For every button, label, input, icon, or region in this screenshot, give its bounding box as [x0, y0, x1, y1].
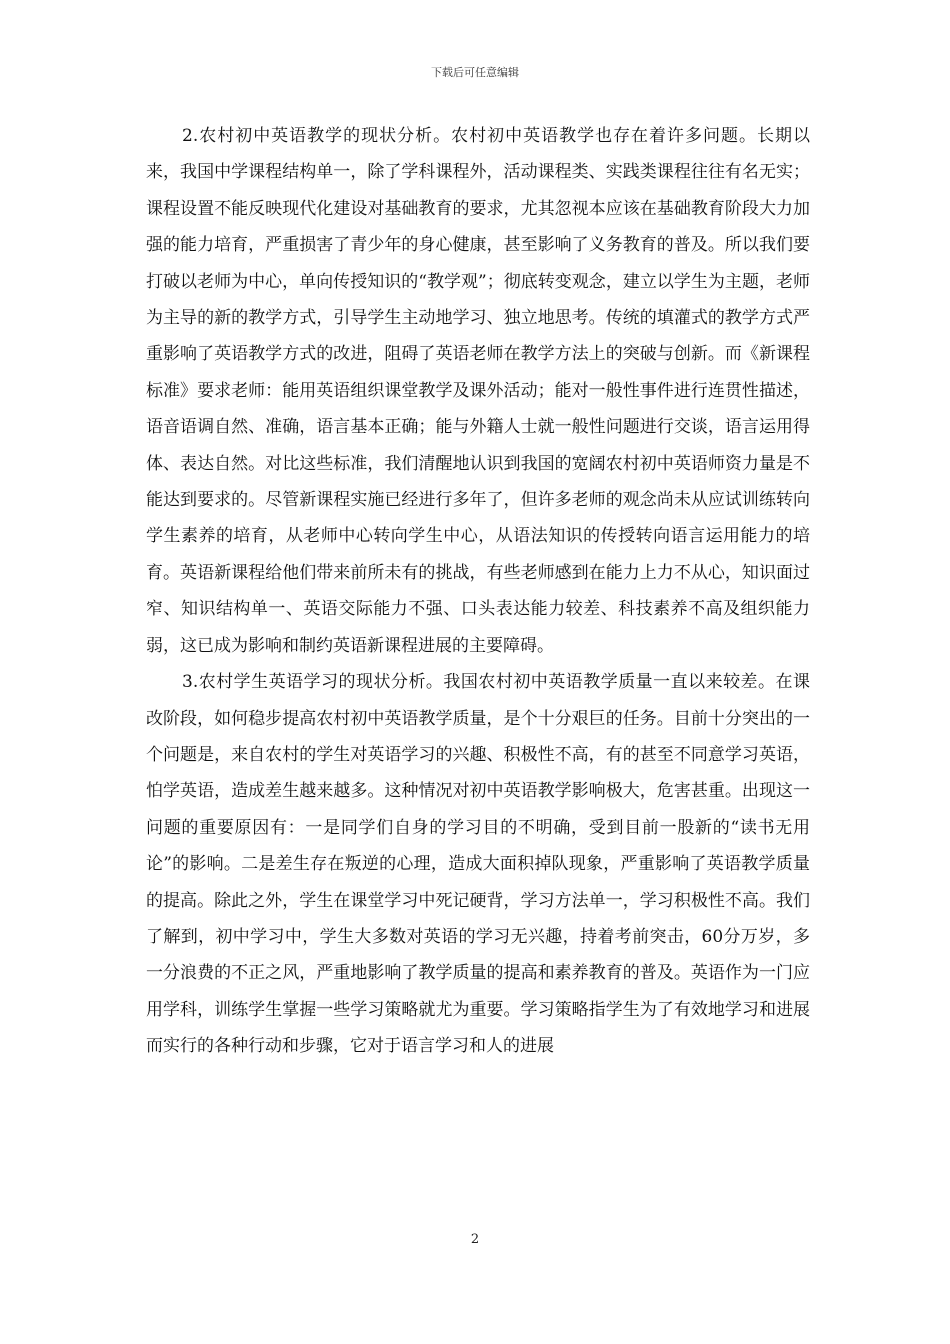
paragraph-rural-student-analysis: 3.农村学生英语学习的现状分析。我国农村初中英语教学质量一直以来较差。在课改阶段，如何稳步提高农村初中英语教学质量，是个十分艰巨的任务。目前十分突出的一个问题是，来自农村的学生对英语学习的兴趣、积极性不高，有的甚至不同意学习英语，怕学英语，造成差生越来越多。这种情况对初中英语教学影响极大，危害甚重。出现这一问题的重要原因有：一是同学们自身的学习目的不明确，受到目前一股新的“读书无用论”的影响。二是差生存在叛逆的心理，造成大面积掉队现象，严重影响了英语教学质量的提高。除此之外，学生在课堂学习中死记硬背，学习方法单一，学习积极性不高。我们了解到，初中学习中，学生大多数对英语的学习无兴趣，持着考前突击，60分万岁，多一分浪费的不正之风，严重地影响了教学质量的提高和素养教育的普及。英语作为一门应用学科，训练学生掌握一些学习策略就尤为重要。学习策略指学生为了有效地学习和进展而实行的各种行动和步骤，它对于语言学习和人的进展 [146, 672, 810, 1057]
page-number: 2 [470, 1232, 480, 1247]
document-body [146, 118, 810, 1065]
paragraph-rural-teaching-analysis: 2.农村初中英语教学的现状分析。农村初中英语教学也存在着许多问题。长期以来，我国中学课程结构单一，除了学科课程外，活动课程类、实践类课程往往有名无实；课程设置不能反映现代化建设对基础教育的要求，尤其忽视本应该在基础教育阶段大力加强的能力培育，严重损害了青少年的身心健康，甚至影响了义务教育的普及。所以我们要打破以老师为中心，单向传授知识的“教学观”；彻底转变观念，建立以学生为主题，老师为主导的新的教学方式，引导学生主动地学习、独立地思考。传统的填灌式的教学方式严重影响了英语教学方式的改进，阻碍了英语老师在教学方法上的突破与创新。而《新课程标准》要求老师：能用英语组织课堂教学及课外活动；能对一般性事件进行连贯性描述，语音语调自然、准确，语言基本正确；能与外籍人士就一般性问题进行交谈，语言运用得体、表达自然。对比这些标准，我们清醒地认识到我国的宽阔农村初中英语师资力量是不能达到要求的。尽管新课程实施已经进行多年了，但许多老师的观念尚未从应试训练转向学生素养的培育，从老师中心转向学生中心，从语法知识的传授转向语言运用能力的培育。英语新课程给他们带来前所未有的挑战，有些老师感到在能力上力不从心，知识面过窄、知识结构单一、英语交际能力不强、口头表达能力较差、科技素养不高及组织能力弱，这已成为影响和制约英语新课程进展的主要障碍。 [146, 126, 810, 656]
page-header: 下载后可任意编辑 [431, 66, 519, 79]
